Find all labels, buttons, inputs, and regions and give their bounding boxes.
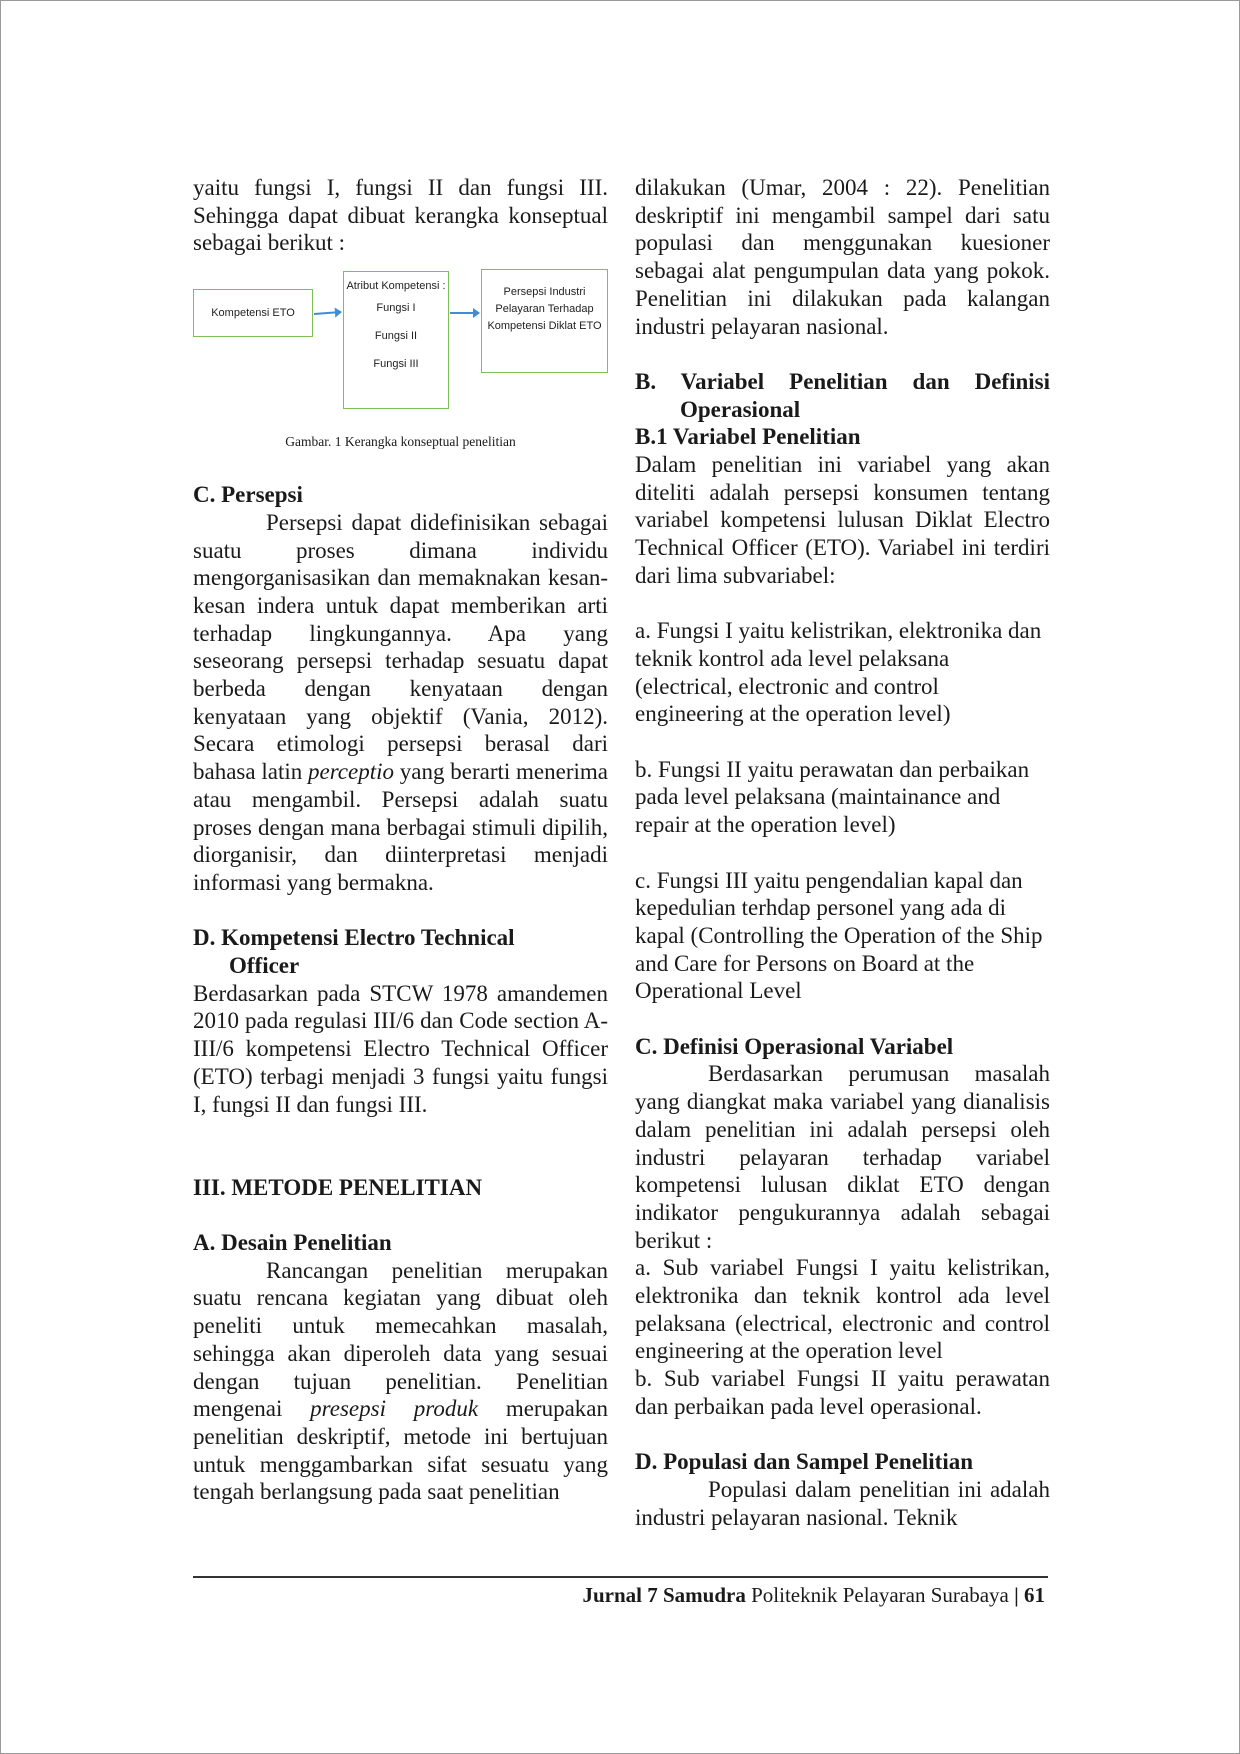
box-fungsi-2: Fungsi II: [374, 330, 418, 343]
box-kompetensi-eto: Kompetensi ETO: [193, 289, 313, 337]
heading-variabel-penelitian: B.1 Variabel Penelitian: [635, 424, 861, 450]
heading-definisi-operasional: C. Definisi Operasional Variabel: [635, 1033, 954, 1059]
box-fungsi-3: Fungsi III: [373, 358, 419, 371]
item-fungsi-3: c. Fungsi III yaitu pengendalian kapal dan kepedulian terhdap personel yang ada di kapal (Controlling the Operation of the Ship and Care for Persons on Board at the Operational Level: [635, 867, 1043, 1004]
item-fungsi-2: b. Fungsi II yaitu perawatan dan perbaikan pada level pelaksana (maintainance and repair at the operation level): [635, 756, 1030, 838]
persepsi-text-2: yang berarti menerima atau mengambil. Persepsi adalah suatu proses dengan mana berbagai stimuli dipilih, diorganisir, dan diinterpretasi menjadi informasi yang bermakna.: [193, 759, 608, 895]
desain-text-1: Rancangan penelitian merupakan suatu rencana kegiatan yang dibuat oleh peneliti untuk memecahkan masalah, sehingga akan diperoleh data yang sesuai dengan tujuan penelitian. Penelitian mengenai: [193, 1257, 608, 1422]
desain-text-2: merupakan penelitian deskriptif, metode ini bertujuan untuk menggambarkan sifat sesuatu yang tengah berlangsung pada saat penelitian: [193, 1396, 608, 1505]
heading-metode: III. METODE PENELITIAN: [193, 1174, 483, 1200]
continuation-paragraph: dilakukan (Umar, 2004 : 22). Penelitian deskriptif ini mengambil sampel dari satu populasi dan menggunakan kuesioner sebagai alat pengumpulan data yang pokok. Penelitian ini dilakukan pada kalangan industri pelayaran nasional.: [635, 175, 1050, 339]
heading-variabel-definisi: B. Variabel Penelitian dan Definisi Operasional: [635, 368, 1050, 422]
page-footer: [582, 1583, 1045, 1608]
eto-paragraph: Berdasarkan pada STCW 1978 amandemen 2010 pada regulasi III/6 dan Code section A-III/6 kompetensi Electro Technical Officer (ETO) terbagi menjadi 3 fungsi yaitu fungsi I, fungsi II dan fungsi III.: [193, 980, 608, 1117]
journal-name: Jurnal 7 Samudra: [582, 1583, 746, 1607]
populasi-paragraph: Populasi dalam penelitian ini adalah industri pelayaran nasional. Teknik: [635, 1476, 1050, 1530]
page-number: 61: [1024, 1583, 1045, 1607]
box-atribut-title: Atribut Kompetensi :: [346, 280, 446, 293]
persepsi-text-1: Persepsi dapat didefinisikan sebagai suatu proses dimana individu mengorganisasikan dan memaknakan kesan-kesan indera untuk dapat memberikan arti terhadap lingkungannya. Apa yang seseorang persepsi terhadap sesuatu dapat berbeda dengan kenyataan dengan kenyataan yang objektif (Vania, 2012). Secara etimologi persepsi berasal dari bahasa latin: [193, 509, 608, 785]
right-column: [635, 174, 1050, 1531]
figure-caption: Gambar. 1 Kerangka konseptual penelitian: [285, 434, 516, 450]
sub-variabel-1: a. Sub variabel Fungsi I yaitu kelistrikan, elektronika dan teknik kontrol ada level pelaksana (electrical, electronic and control engineering at the operation level: [635, 1255, 1050, 1364]
heading-persepsi: C. Persepsi: [193, 482, 303, 508]
desain-paragraph: [193, 1257, 608, 1506]
box-persepsi-industri: Persepsi Industri Pelayaran Terhadap Kompetensi Diklat ETO: [481, 269, 608, 373]
footer-rule: [193, 1576, 1048, 1578]
heading-populasi: D. Populasi dan Sampel Penelitian: [635, 1449, 974, 1475]
institution-name: Politeknik Pelayaran Surabaya: [751, 1583, 1009, 1607]
variabel-paragraph: Dalam penelitian ini variabel yang akan diteliti adalah persepsi konsumen tentang variabel kompetensi lulusan Diklat Electro Technical Officer (ETO). Variabel ini terdiri dari lima subvariabel:: [635, 452, 1050, 588]
arrow-1: [314, 311, 341, 315]
heading-kompetensi-eto: D. Kompetensi Electro Technical: [193, 925, 515, 951]
item-fungsi-1: a. Fungsi I yaitu kelistrikan, elektronika dan teknik kontrol ada level pelaksana (electrical, electronic and control engineering at the operation level): [635, 618, 1042, 727]
heading-kompetensi-eto-2: Officer: [229, 953, 300, 979]
persepsi-italic: perceptio: [308, 759, 395, 785]
heading-desain: A. Desain Penelitian: [193, 1230, 392, 1256]
intro-paragraph: yaitu fungsi I, fungsi II dan fungsi III. Sehingga dapat dibuat kerangka konseptual sebagai berikut :: [193, 175, 608, 256]
left-column: [193, 174, 608, 1506]
persepsi-paragraph: [193, 509, 608, 897]
definisi-paragraph: Berdasarkan perumusan masalah yang diangkat maka variabel yang dianalisis dalam penelitian ini adalah persepsi oleh industri pelayaran terhadap variabel kompetensi lulusan diklat ETO dengan indikator pengukurannya adalah sebagai berikut :: [635, 1061, 1050, 1253]
box-fungsi-1: Fungsi I: [376, 302, 416, 315]
box-atribut-kompetensi: [343, 271, 449, 409]
sub-variabel-2: b. Sub variabel Fungsi II yaitu perawatan dan perbaikan pada level operasional.: [635, 1366, 1050, 1419]
conceptual-framework-figure: [193, 271, 608, 481]
arrow-2: [450, 312, 479, 314]
footer-separator: |: [1014, 1583, 1019, 1607]
desain-italic: presepsi produk: [310, 1396, 479, 1422]
